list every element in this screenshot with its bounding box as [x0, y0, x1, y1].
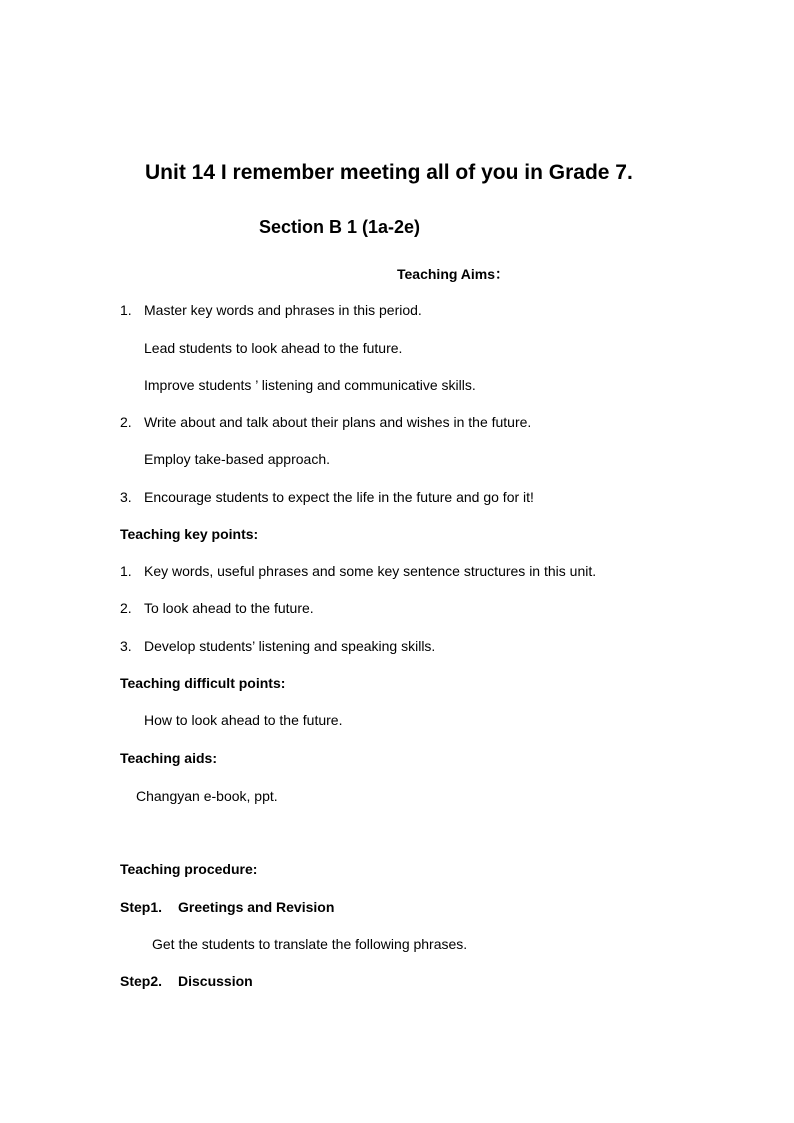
aids-heading: Teaching aids: — [120, 750, 217, 766]
step-label: Step1. — [120, 899, 163, 915]
step-title: Greetings and Revision — [178, 899, 335, 915]
key-point-number: 3. — [120, 638, 132, 654]
aim-line: Encourage students to expect the life in the future and go for it! — [144, 489, 534, 505]
section-title: Section B 1 (1a-2e) — [259, 217, 421, 237]
step-label: Step2. — [120, 973, 163, 989]
key-point-text: Develop students’ listening and speaking skills. — [144, 638, 436, 654]
key-point-number: 2. — [120, 600, 132, 616]
aim-number: 3. — [120, 489, 132, 505]
aids-text: Changyan e-book, ppt. — [136, 788, 278, 804]
aim-number: 2. — [120, 414, 132, 430]
key-point-text: Key words, useful phrases and some key sentence structures in this unit. — [144, 563, 597, 579]
step-text: Get the students to translate the following phrases. — [152, 936, 468, 952]
procedure-heading: Teaching procedure: — [120, 861, 258, 877]
key-point-text: To look ahead to the future. — [144, 600, 314, 616]
key-point-number: 1. — [120, 563, 132, 579]
aim-line: Employ take-based approach. — [144, 451, 330, 467]
aim-line: Improve students ’ listening and communicative skills. — [144, 377, 476, 393]
teaching-aims-heading: Teaching Aims： — [397, 266, 510, 282]
difficult-points-heading: Teaching difficult points: — [120, 675, 286, 691]
difficult-points-text: How to look ahead to the future. — [144, 712, 343, 728]
document-title: Unit 14 I remember meeting all of you in Grade 7. — [145, 161, 633, 184]
aim-line: Write about and talk about their plans and wishes in the future. — [144, 414, 532, 430]
aim-line: Master key words and phrases in this period. — [144, 302, 422, 318]
step-title: Discussion — [178, 973, 253, 989]
aim-number: 1. — [120, 302, 132, 318]
aim-line: Lead students to look ahead to the future. — [144, 340, 403, 356]
key-points-heading: Teaching key points: — [120, 526, 259, 542]
